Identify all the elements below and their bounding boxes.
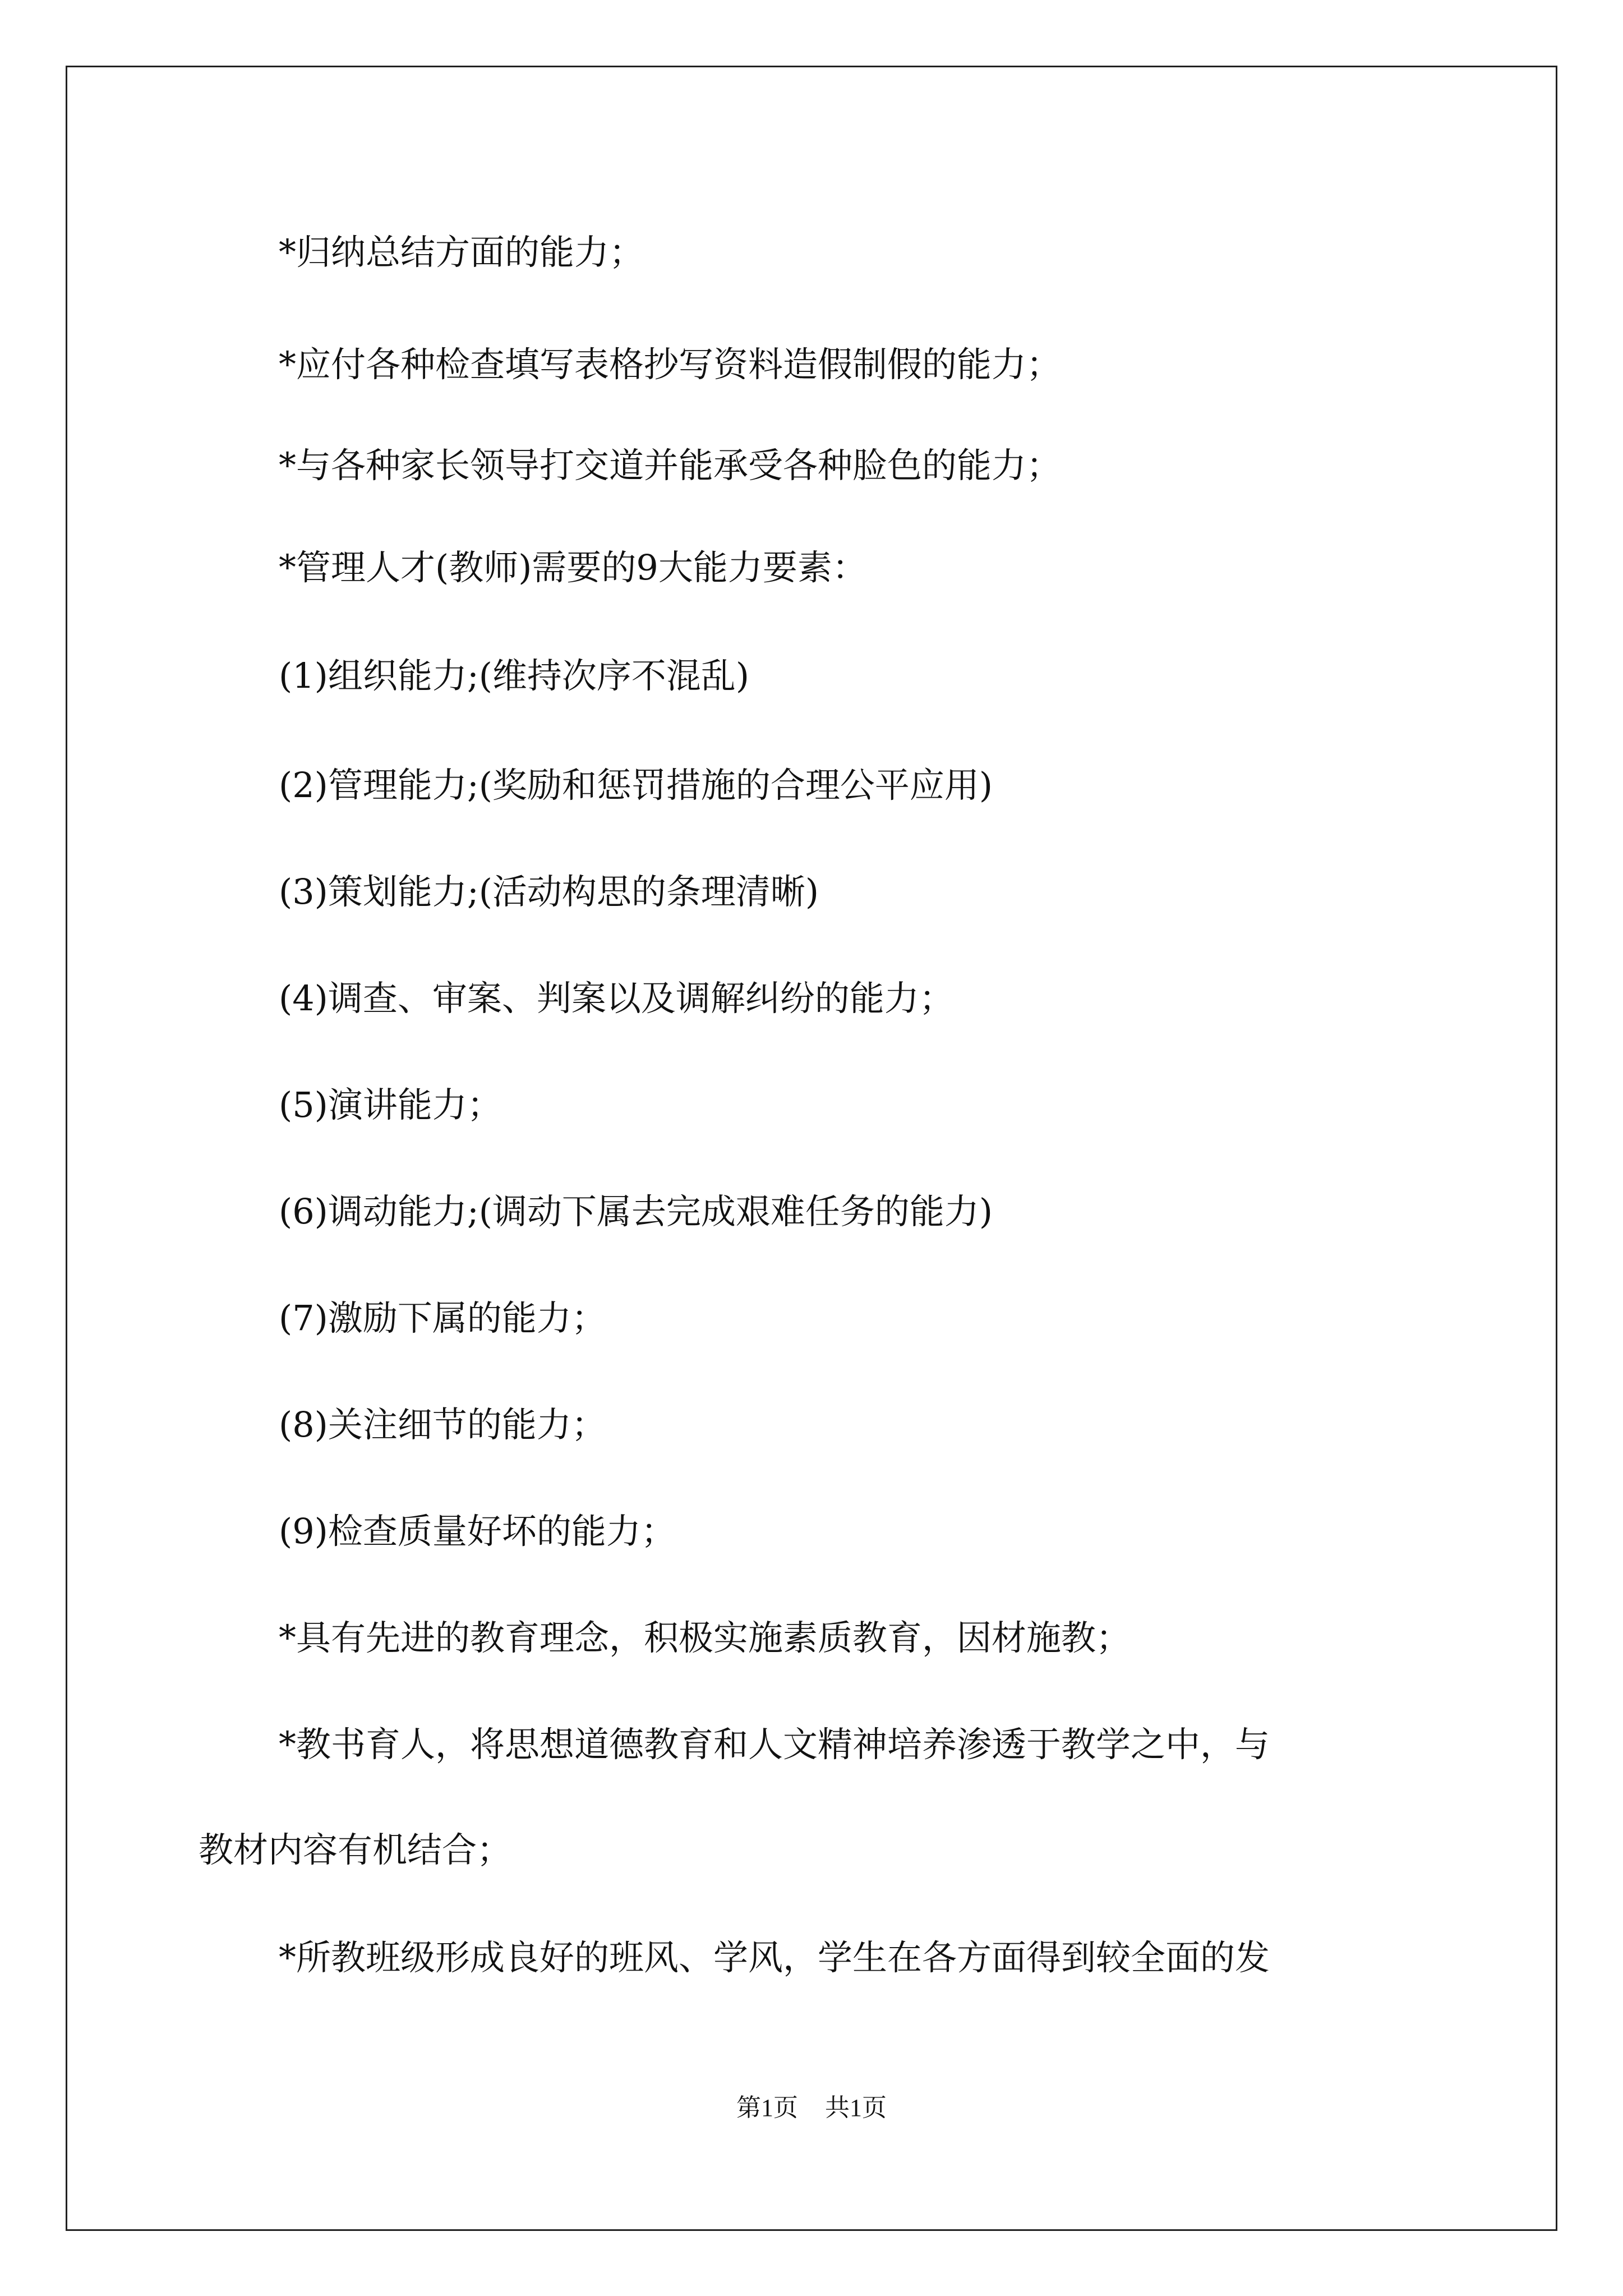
text-line: (1)组织能力;(维持次序不混乱)	[279, 655, 750, 696]
text-line: (7)激励下属的能力；	[279, 1297, 606, 1338]
text-line: *与各种家长领导打交道并能承受各种脸色的能力；	[279, 445, 1062, 486]
text-line: (3)策划能力;(活动构思的条理清晰)	[279, 871, 819, 912]
text-line: (6)调动能力;(调动下属去完成艰难任务的能力)	[279, 1191, 993, 1232]
text-line: *所教班级形成良好的班风、学风，学生在各方面得到较全面的发	[279, 1937, 1270, 1978]
text-line: (5)演讲能力；	[279, 1084, 502, 1125]
page-frame	[66, 66, 1557, 2231]
page-number: 第1页	[736, 2094, 798, 2122]
text-line: *应付各种检查填写表格抄写资料造假制假的能力；	[279, 344, 1062, 385]
page-total: 共1页	[825, 2094, 887, 2122]
text-line: *具有先进的教育理念，积极实施素质教育，因材施教；	[279, 1617, 1131, 1658]
text-line: (9)检查质量好坏的能力；	[279, 1511, 676, 1552]
text-line: *教书育人，将思想道德教育和人文精神培养渗透于教学之中，与	[279, 1724, 1270, 1765]
text-line: (2)管理能力;(奖励和惩罚措施的合理公平应用)	[279, 765, 993, 806]
text-line: (4)调查、审案、判案以及调解纠纷的能力；	[279, 978, 954, 1019]
text-line: (8)关注细节的能力；	[279, 1404, 606, 1445]
text-line: *管理人才(教师)需要的9大能力要素：	[279, 547, 867, 588]
page-footer	[0, 2092, 1623, 2124]
text-line: *归纳总结方面的能力；	[279, 232, 644, 273]
text-line: 教材内容有机结合；	[199, 1829, 512, 1870]
